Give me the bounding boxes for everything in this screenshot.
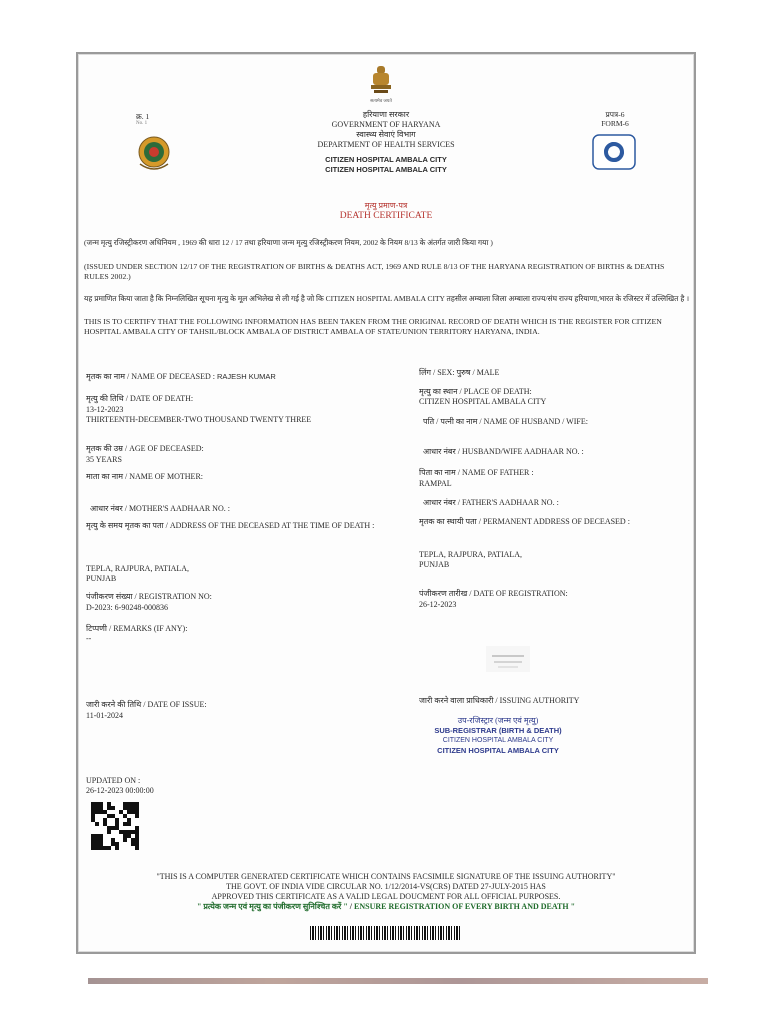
state-english: GOVERNMENT OF HARYANA	[331, 120, 441, 129]
haryana-seal-icon	[134, 134, 174, 170]
place-of-death-label: मृत्यु का स्थान / PLACE OF DEATH:	[419, 387, 532, 396]
qr-module	[115, 846, 119, 850]
permanent-address-line-1: TEPLA, RAJPURA, PATIALA,	[419, 550, 523, 559]
authority-line-1: SUB-REGISTRAR (BIRTH & DEATH)	[434, 726, 562, 735]
form-hindi: प्रपत्र-6	[605, 110, 625, 119]
department-english: DEPARTMENT OF HEALTH SERVICES	[317, 140, 455, 149]
certify-english: THIS IS TO CERTIFY THAT THE FOLLOWING INFORMATION HAS BEEN TAKEN FROM THE ORIGINAL RECORD OF DEATH WHICH IS THE REGISTER FOR CITIZEN HOSPITAL AMBALA CITY OF TAHSIL/BLOCK AMBALA OF DISTRICT AMBALA OF STATE/UNION TERRITORY HARYANA, INDIA.	[84, 317, 662, 336]
serial-code-small: No. 1	[136, 121, 148, 126]
sex-label: लिंग / SEX:	[419, 368, 455, 377]
updated-on-value: 26-12-2023 00:00:00	[86, 786, 154, 795]
office-line-2: CITIZEN HOSPITAL AMBALA CITY	[325, 165, 447, 174]
form-english: FORM-6	[601, 119, 629, 128]
crs-logo-icon	[592, 134, 636, 170]
spouse-name-label: पति / पत्नी का नाम / NAME OF HUSBAND / WIFE:	[423, 417, 588, 426]
qr-code-icon	[91, 802, 139, 850]
slogan-hindi: " प्रत्येक जन्म एवं मृत्यु का पंजीकरण सुनिश्चित करें "	[196, 902, 348, 911]
issuing-authority-label: जारी करने वाला प्राधिकारी / ISSUING AUTHORITY	[419, 696, 580, 705]
remarks-value: --	[86, 634, 92, 643]
qr-module	[107, 846, 111, 850]
date-of-issue-value: 11-01-2024	[86, 711, 124, 720]
department-hindi: स्वास्थ्य सेवाएं विभाग	[356, 130, 416, 139]
footer-line-1: "THIS IS A COMPUTER GENERATED CERTIFICATE WHICH CONTAINS FACSIMILE SIGNATURE OF THE ISSUING AUTHORITY"	[156, 872, 616, 881]
title-hindi: मृत्यु प्रमाण-पत्र	[364, 201, 408, 210]
name-of-deceased-label: मृतक का नाम / NAME OF DECEASED :	[86, 372, 216, 381]
qr-module	[95, 822, 99, 826]
name-of-deceased-value: RAJESH KUMAR	[217, 372, 276, 381]
father-name-label: पिता का नाम / NAME OF FATHER :	[419, 468, 534, 477]
remarks-label: टिप्पणी / REMARKS (IF ANY):	[86, 624, 188, 633]
authority-line-3: CITIZEN HOSPITAL AMBALA CITY	[437, 746, 559, 755]
footer-line-3: APPROVED THIS CERTIFICATE AS A VALID LEGAL DOUCMENT FOR ALL OFFICIAL PURPOSES.	[211, 892, 561, 901]
slogan-english: ENSURE REGISTRATION OF EVERY BIRTH AND DEATH "	[354, 902, 576, 911]
age-value: 35 YEARS	[86, 455, 122, 464]
permanent-address-label: मृतक का स्थायी पता / PERMANENT ADDRESS OF DECEASED :	[419, 517, 630, 526]
certificate-sheet	[76, 52, 696, 954]
slogan-separator: /	[349, 902, 353, 911]
registration-no-label: पंजीकरण संख्या / REGISTRATION NO:	[86, 592, 212, 601]
qr-module	[123, 838, 127, 842]
qr-module	[127, 822, 131, 826]
issued-under-hindi: (जन्म मृत्यु रजिस्ट्रीकरण अधिनियम , 1969 की धारा 12 / 17 तथा हरियाणा जन्म मृत्यु रजिस्ट्रीकरण नियम, 2002 के नियम 8/13 के अंतर्गत जारी किया गया )	[84, 238, 493, 247]
address-at-death-line-1: TEPLA, RAJPURA, PATIALA,	[86, 564, 190, 573]
qr-module	[135, 814, 139, 818]
registration-no-value: D-2023: 6-90248-000836	[86, 603, 168, 612]
issued-under-english: (ISSUED UNDER SECTION 12/17 OF THE REGISTRATION OF BIRTHS & DEATHS ACT, 1969 AND RULE 8/13 OF THE HARYANA REGISTRATION OF BIRTHS & DEATHS RULES 2002.)	[84, 262, 665, 281]
mother-aadhaar-label: आधार नंबर / MOTHER'S AADHAAR NO. :	[90, 504, 230, 513]
father-aadhaar-label: आधार नंबर / FATHER'S AADHAAR NO. :	[423, 498, 559, 507]
authority-hindi: उप-रजिस्ट्रार (जन्म एवं मृत्यु)	[457, 716, 539, 725]
qr-module	[107, 830, 111, 834]
qr-module	[135, 846, 139, 850]
age-label: मृतक की उम्र / AGE OF DECEASED:	[86, 444, 204, 453]
registration-date-label: पंजीकरण तारीख / DATE OF REGISTRATION:	[419, 589, 568, 598]
sex-value: पुरुष / MALE	[456, 368, 500, 377]
place-of-death-value: CITIZEN HOSPITAL AMBALA CITY	[419, 397, 547, 406]
barcode-icon	[310, 926, 460, 940]
updated-on-label: UPDATED ON :	[86, 776, 141, 785]
serial-code: क्र. 1	[136, 112, 150, 121]
state-hindi: हरियाणा सरकार	[362, 110, 410, 119]
date-of-death-label: मृत्यु की तिथि / DATE OF DEATH:	[86, 394, 194, 403]
father-name-value: RAMPAL	[419, 479, 452, 488]
date-of-death-words: THIRTEENTH-DECEMBER-TWO THOUSAND TWENTY THREE	[86, 415, 312, 424]
emblem-caption: सत्यमेव जयते	[370, 98, 392, 103]
date-of-death-value: 13-12-2023	[86, 405, 124, 414]
certify-hindi: यह प्रमाणित किया जाता है कि निम्नलिखित सूचना मृत्यु के मूल अभिलेख से ली गई है जो कि CITIZEN HOSPITAL AMBALA CITY तहसील अम्बाला जिला अम्बाला राज्य/संघ राज्य हरियाणा,भारत के रजिस्टर में उल्लिखित है ।	[84, 294, 690, 303]
office-line-1: CITIZEN HOSPITAL AMBALA CITY	[325, 155, 447, 164]
footer-line-2: THE GOVT. OF INDIA VIDE CIRCULAR NO. 1/12/2014-VS(CRS) DATED 27-JULY-2015 HAS	[226, 882, 546, 891]
mother-name-label: माता का नाम / NAME OF MOTHER:	[86, 472, 204, 481]
address-at-death-label: मृत्यु के समय मृतक का पता / ADDRESS OF THE DECEASED AT THE TIME OF DEATH :	[86, 521, 375, 530]
signature-stamp-icon	[484, 644, 532, 674]
scan-edge-strip	[88, 978, 708, 984]
national-emblem-icon	[368, 64, 394, 96]
address-at-death-line-2: PUNJAB	[86, 574, 117, 583]
date-of-issue-label: जारी करने की तिथि / DATE OF ISSUE:	[86, 700, 207, 709]
qr-module	[111, 806, 115, 810]
registration-date-value: 26-12-2023	[419, 600, 457, 609]
authority-line-2: CITIZEN HOSPITAL AMBALA CITY	[442, 737, 554, 744]
page-title: DEATH CERTIFICATE	[339, 211, 433, 221]
spouse-aadhaar-label: आधार नंबर / HUSBAND/WIFE AADHAAR NO. :	[423, 447, 584, 456]
permanent-address-line-2: PUNJAB	[419, 560, 450, 569]
